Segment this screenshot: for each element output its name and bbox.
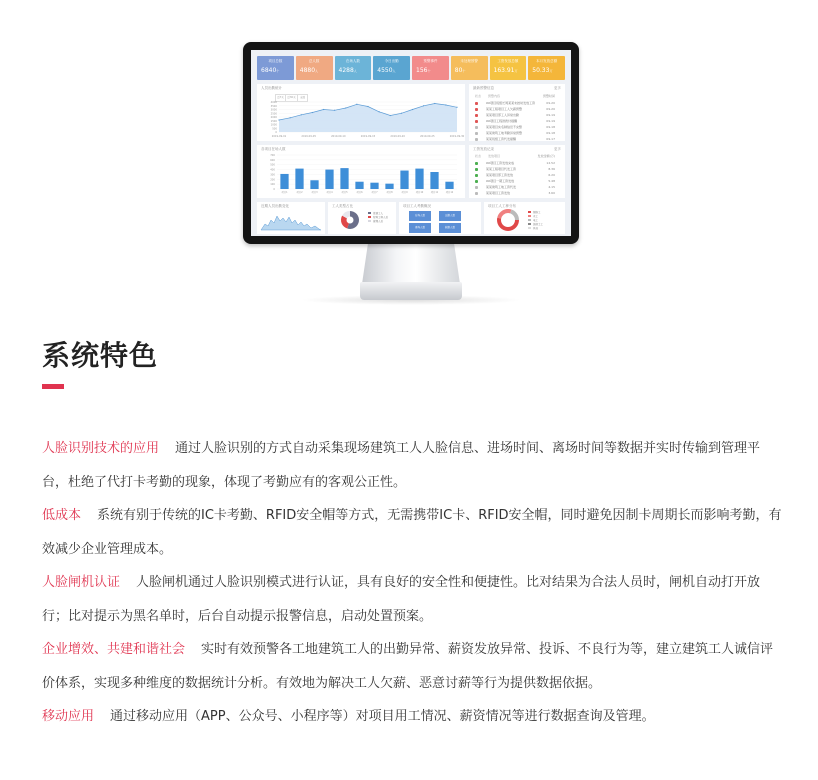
x-tick-label: 项目11 [430,191,439,194]
pie-legend-item: 管理人员 [368,219,383,223]
feature-keyword: 人脸闸机认证 [42,575,121,590]
stat-card[interactable] [412,56,449,80]
x-tick-label: 2019-09-25 [420,135,435,138]
feature-item [42,432,782,499]
status-icon [475,120,478,123]
line-point [423,105,424,106]
salary-list-panel [469,145,565,198]
list-item-value: 09-17 [546,137,555,141]
range-btn-30d[interactable]: 近30天 [285,94,298,102]
worker-type-title: 工人类型占比 [332,204,353,208]
monitor-stand-neck [362,244,460,284]
feature-keyword: 人脸识别技术的应用 [42,441,160,456]
list-item-value: 09-18 [546,131,555,135]
bar [415,169,423,189]
feature-keyword: 低成本 [42,508,82,523]
bar [325,170,333,189]
x-tick-label: 项目3 [311,191,318,194]
stat-card-value: 156个 [416,67,431,74]
status-icon [475,186,478,189]
x-tick-label: 2019-09-01 [271,135,287,138]
y-tick-label: 500 [272,127,277,131]
x-tick-label: 项目1 [281,191,288,194]
trend-title: 近期人员出勤变化 [261,204,289,208]
work-type-ring [484,202,565,234]
tiles-title: 项目工人考勤概况 [403,204,431,208]
x-tick-label: 2019-09-30 [449,135,465,138]
status-icon [475,180,478,183]
monitor-frame [243,42,579,244]
stat-card-title: 在场人数 [345,59,360,63]
stat-card-value: 163.91万 [493,67,518,74]
stat-card-value: 80个 [454,67,466,74]
line-point [356,104,357,105]
list-item-text: 某某项目部工人异常出勤 [486,113,520,117]
bar-chart [257,145,465,198]
y-tick-label: 200 [270,178,275,182]
y-tick-label: 700 [270,154,275,157]
list-item[interactable] [475,191,559,197]
y-tick-label: 4000 [270,101,277,104]
x-tick-label: 项目7 [371,191,378,194]
stat-card-title: 本月发放总额 [536,59,558,63]
warning-more-link[interactable]: 更多 [554,86,561,90]
line-area [279,104,457,133]
list-item-value: 09-20 [546,107,555,111]
list-item[interactable] [475,137,559,143]
tile-absent[interactable]: 缺勤人数 [439,223,461,233]
list-item-text: 某某工程项目工人欠薪预警 [486,107,523,111]
line-point [334,110,335,111]
x-tick-label: 项目2 [296,191,303,194]
stat-card[interactable] [451,56,488,80]
list-item-text: 某某建筑工地考勤异常预警 [486,131,523,135]
line-point [323,109,324,110]
line-point [290,117,291,118]
x-tick-label: 2019-09-10 [331,135,346,138]
bar [310,180,318,189]
trend-panel [257,202,325,234]
stat-card-value: 4880人 [299,67,319,74]
ring-legend-item: 电工 [528,218,538,222]
stat-card-title: 未处理预警 [460,59,478,63]
list-item-text: XX项目班组长周某某未按时发放工资 [486,101,536,105]
line-point [345,107,346,108]
y-tick-label: 600 [270,158,275,162]
x-tick-label: 项目4 [326,191,333,194]
line-point [456,107,457,108]
pie-legend-item: 普通工人 [368,211,383,215]
line-point [278,119,279,120]
line-point [301,114,302,115]
bar [295,169,303,189]
warning-list-panel [469,84,565,141]
stat-card-title: 预警事件 [423,59,438,63]
y-tick-label: 3500 [270,104,277,108]
line-point [412,109,413,110]
y-tick-label: 0 [273,188,275,191]
warning-list-head: 状态 预警内容 预警时间 [475,94,555,98]
feature-keyword: 企业增效、共建和谐社会 [42,642,186,657]
bar [370,183,378,189]
y-tick-label: 300 [270,173,275,177]
x-tick-label: 项目5 [341,191,348,194]
x-tick-label: 项目6 [356,191,363,194]
feature-text: 系统有别于传统的IC卡考勤、RFID安全帽等方式，无需携带IC卡、RFID安全帽，同时避免因制卡周期长而影响考勤，有效减少企业管理成本。 [42,508,782,557]
stat-card-title: 工资发放总额 [497,59,519,63]
list-item-text: 某某工程项目代发工资 [486,167,517,171]
list-item-value: 8.36 [548,167,555,171]
line-point [445,104,446,105]
stat-card[interactable] [528,56,565,80]
bar-chart-panel [257,145,465,198]
list-item-text: 某某建筑工地工资代发 [486,185,517,189]
list-item-text: XX项目一期工资发放 [486,179,515,183]
list-item-text: XX项目工资发放完成 [486,161,515,165]
list-item-value: 09-19 [546,113,555,117]
list-item-value: 4.15 [548,185,555,189]
range-btn-7d[interactable]: 近7天 [275,94,286,102]
stat-card[interactable] [257,56,294,80]
ring-legend-item: 混凝土工 [528,222,543,226]
x-tick-label: 项目12 [445,191,454,194]
y-tick-label: 2500 [270,112,277,116]
stat-card-value: 6840个 [261,67,280,74]
list-item-value: 09-20 [546,101,555,105]
salary-more-link[interactable]: 更多 [554,147,561,151]
x-tick-label: 2019-09-15 [360,135,376,138]
x-tick-label: 项目9 [401,191,408,194]
status-icon [475,174,478,177]
list-item-value: 6.20 [548,173,555,177]
range-btn-all[interactable]: 全部 [297,94,308,102]
y-tick-label: 1500 [270,119,277,123]
feature-item [42,700,782,734]
line-point [312,112,313,113]
monitor-stand-base [360,282,462,300]
feature-item [42,633,782,700]
bar-chart-title: 各项目在场人数 [261,147,286,151]
feature-text: 通过移动应用（APP、公众号、小程序等）对项目用工情况、薪资情况等进行数据查询及管理。 [110,709,655,724]
y-tick-label: 100 [270,183,275,187]
x-tick-label: 项目10 [415,191,424,194]
stat-card-title: 总人数 [308,59,320,63]
attendance-tiles-panel [399,202,481,234]
status-icon [475,138,478,141]
pie-legend-item: 特殊工种人员 [368,215,388,219]
list-item-text: 某某班组工资代发提醒 [486,137,517,141]
list-item-value: 3.60 [548,191,555,195]
feature-text: 人脸闸机通过人脸识别模式进行认证，具有良好的安全性和便捷性。比对结果为合法人员时，闸机自动打开放行；比对提示为黑名单时，后台自动提示报警信息，启动处置预案。 [42,575,761,624]
x-tick-label: 2019-09-05 [301,135,316,138]
status-icon [475,192,478,195]
stat-card[interactable] [335,56,372,80]
line-point [367,106,368,107]
ring-legend-item: 其他 [528,226,538,230]
y-tick-label: 0 [275,131,277,134]
tile-left[interactable]: 离场人数 [409,223,431,233]
y-tick-label: 500 [270,163,275,167]
stat-card-value: 4288人 [338,67,357,74]
line-point [390,115,391,116]
status-icon [475,168,478,171]
list-item-value: 09-19 [546,119,555,123]
y-tick-label: 3000 [270,108,277,112]
tile-on-site[interactable]: 在场人数 [409,211,431,221]
list-item-value: 09-18 [546,125,555,129]
salary-list-head: 状态 发放项目 发放金额(万) [475,154,555,158]
dashboard-screen [251,50,571,236]
list-item-text: 某某项目实名制信息不完整 [486,125,523,129]
status-icon [475,108,478,111]
tile-attendance[interactable]: 出勤人数 [439,211,461,221]
salary-list-title: 工资发放记录 [473,147,494,151]
stat-card[interactable] [296,56,333,80]
stat-card[interactable] [490,56,527,80]
line-chart-panel [257,84,465,141]
line-chart-title: 人员出勤统计 [261,86,282,90]
feature-item [42,566,782,633]
bar [400,171,408,189]
section-title: 系统特色 [42,339,159,372]
stat-card-title: 今日出勤 [384,59,399,63]
list-item-text: XX项目工程款拨付提醒 [486,119,518,123]
pie-hole [347,217,354,224]
feature-item [42,499,782,566]
bar [280,174,288,189]
bar [340,168,348,189]
work-type-title: 项目工人工种分布 [488,204,516,208]
feature-text: 通过人脸识别的方式自动采集现场建筑工人人脸信息、进场时间、离场时间等数据并实时传输到管理平台，杜绝了代打卡考勤的现象，体现了考勤应有的客观公正性。 [42,441,761,490]
bar [385,184,393,189]
line-point [379,111,380,112]
y-tick-label: 2000 [270,116,277,119]
stat-cards [257,56,565,80]
y-tick-label: 1000 [270,123,277,127]
title-accent-bar [42,384,64,389]
line-point [401,113,402,114]
stat-card-value: 50.33万 [532,67,553,74]
x-tick-label: 项目8 [386,191,393,194]
warning-list-title: 最新预警信息 [473,86,494,90]
x-tick-label: 2019-09-20 [390,135,405,138]
stat-card[interactable] [373,56,410,80]
line-point [434,103,435,104]
ring-legend-item: 木工 [528,214,538,218]
bar [445,182,453,189]
stat-card-value: 4550人 [377,67,396,74]
line-chart [257,84,465,141]
feature-keyword: 移动应用 [42,709,95,724]
worker-type-panel [328,202,396,234]
status-icon [475,126,478,129]
bar [430,172,438,189]
list-item-value: 12.52 [546,161,555,165]
status-icon [475,162,478,165]
status-icon [475,102,478,105]
status-icon [475,132,478,135]
list-item-text: 某某项目工资发放 [486,191,511,195]
ring-legend-item: 钢筋工 [528,210,541,214]
list-item-value: 5.48 [548,179,555,183]
list-item-text: 某某项目部工资发放 [486,173,514,177]
feature-text: 实时有效预警各工地建筑工人的出勤异常、薪资发放异常、投诉、不良行为等，建立建筑工人诚信评价体系，实现多种维度的数据统计分析。有效地为解决工人欠薪、恶意讨薪等行为提供数据依据。 [42,642,774,691]
stat-card-title: 项目总数 [268,59,283,63]
trend-area-chart [257,202,325,234]
bar [355,182,363,189]
work-type-panel [484,202,565,234]
status-icon [475,114,478,117]
y-tick-label: 400 [270,168,275,172]
